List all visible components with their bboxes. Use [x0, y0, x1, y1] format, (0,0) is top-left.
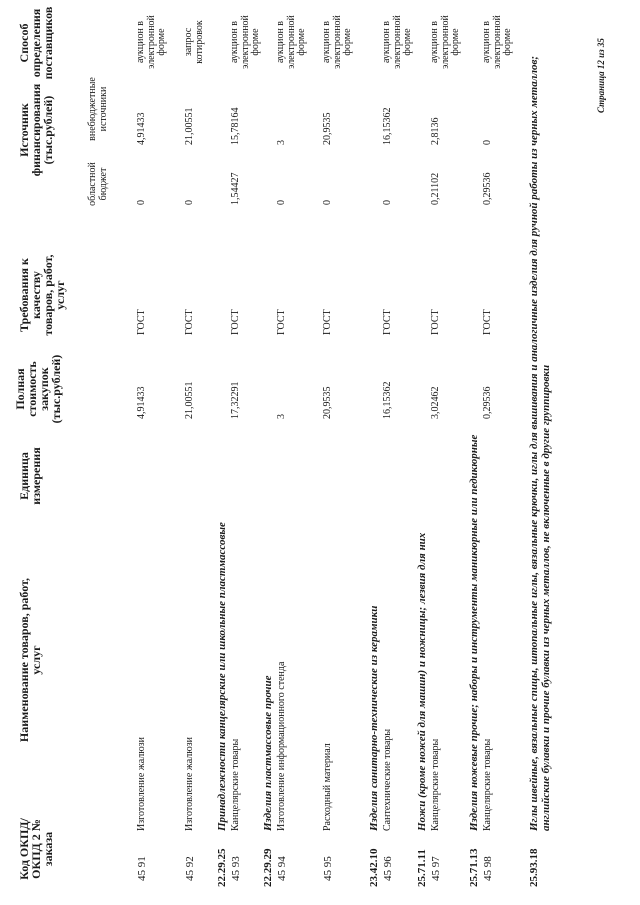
group-code: 25.93.18 [528, 848, 540, 887]
item-budget: 1,54427 [230, 172, 241, 205]
item-extra: 0 [482, 140, 493, 145]
header-cost: Полная стоимость закупок (тыс.рублей) [13, 354, 63, 424]
item-extra: 3 [276, 140, 287, 145]
page-number: Страница 12 из 35 [596, 38, 606, 113]
item-name: Канцелярские товары [482, 738, 493, 831]
header-quality: Требования к качеству товаров, работ, услуг [17, 254, 67, 336]
order-number: 45 94 [276, 856, 288, 881]
header-unit: Единица измерения [17, 447, 43, 505]
item-budget: 0 [382, 200, 393, 205]
header-finance: Источник финансирования (тыс.рублей) [17, 83, 55, 177]
item-extra: 15,78164 [230, 107, 241, 145]
group-code: 23.42.10 [368, 848, 380, 887]
group-title: Изделия санитарно-технические из керамики [368, 605, 380, 831]
order-number: 45 97 [430, 856, 442, 881]
item-method: аукцион в электронной форме [229, 15, 261, 69]
item-extra: 21,00551 [184, 107, 195, 145]
group-title: Ножи (кроме ножей для машин) и ножницы; лезвия для них [416, 532, 428, 831]
item-name: Изготовление жалюзи [184, 737, 195, 831]
item-method: аукцион в электронной форме [429, 15, 461, 69]
order-number: 45 92 [184, 856, 196, 881]
header-extra: внебюджетные источники [87, 77, 109, 141]
item-method: аукцион в электронной форме [321, 15, 353, 69]
item-method: запрос котировок [183, 20, 205, 64]
item-budget: 0 [136, 200, 147, 205]
header-name: Наименование товаров, работ, услуг [17, 577, 43, 743]
group-code: 25.71.13 [468, 848, 480, 887]
item-method: аукцион в электронной форме [481, 15, 513, 69]
item-quality: ГОСТ [322, 309, 333, 335]
order-number: 45 98 [482, 856, 494, 881]
item-extra: 4,91433 [136, 112, 147, 145]
item-name: Расходный материал [322, 743, 333, 831]
item-method: аукцион в электронной форме [135, 15, 167, 69]
item-extra: 16,15362 [382, 107, 393, 145]
order-number: 45 91 [136, 856, 148, 881]
item-name: Изготовление жалюзи [136, 737, 147, 831]
header-method: Способ определения поставщиков [17, 6, 55, 80]
group-code: 22.29.25 [216, 848, 228, 887]
item-extra: 2,8136 [430, 117, 441, 145]
item-cost: 17,32291 [230, 381, 241, 419]
item-cost: 21,00551 [184, 381, 195, 419]
item-cost: 3,02462 [430, 386, 441, 419]
item-quality: ГОСТ [430, 309, 441, 335]
order-number: 45 96 [382, 856, 394, 881]
group-code: 25.71.11 [416, 849, 428, 887]
group-title: Принадлежности канцелярские или школьные пластмассовые [216, 522, 228, 831]
item-name: Канцелярские товары [430, 738, 441, 831]
item-budget: 0 [184, 200, 195, 205]
group-title: Изделия пластмассовые прочие [262, 675, 274, 831]
item-budget: 0,21102 [430, 172, 441, 205]
item-quality: ГОСТ [136, 309, 147, 335]
item-budget: 0,29536 [482, 172, 493, 205]
group-title: Изделия ножевые прочие; наборы и инструменты маникюрные или педикюрные [468, 434, 480, 831]
item-quality: ГОСТ [382, 309, 393, 335]
item-cost: 3 [276, 414, 287, 419]
item-name: Сантехнические товары [382, 728, 393, 831]
item-method: аукцион в электронной форме [381, 15, 413, 69]
item-extra: 20,9535 [322, 112, 333, 145]
item-quality: ГОСТ [276, 309, 287, 335]
order-number: 45 95 [322, 856, 334, 881]
item-quality: ГОСТ [230, 309, 241, 335]
item-name: Канцелярские товары [230, 738, 241, 831]
item-budget: 0 [322, 200, 333, 205]
item-budget: 0 [276, 200, 287, 205]
item-method: аукцион в электронной форме [275, 15, 307, 69]
item-name: Изготовление информационного стенда [276, 661, 287, 831]
item-cost: 4,91433 [136, 386, 147, 419]
item-cost: 20,9535 [322, 386, 333, 419]
item-quality: ГОСТ [184, 309, 195, 335]
order-number: 45 93 [230, 856, 242, 881]
item-quality: ГОСТ [482, 309, 493, 335]
group-title: Иглы швейные, вязальные спицы, штопальные иглы, вязальные крючки, иглы для вышивания и аналогичные изделия для ручной работы из черных металлов; английские булавки и прочие булавки из черных металлов, не включенные в другие группировки [528, 55, 552, 831]
item-cost: 0,29536 [482, 386, 493, 419]
group-code: 22.29.29 [262, 848, 274, 887]
item-cost: 16,15362 [382, 381, 393, 419]
header-budget: областной бюджет [87, 162, 109, 206]
header-code: Код ОКПД/ ОКПД 2 № заказа [17, 818, 55, 880]
